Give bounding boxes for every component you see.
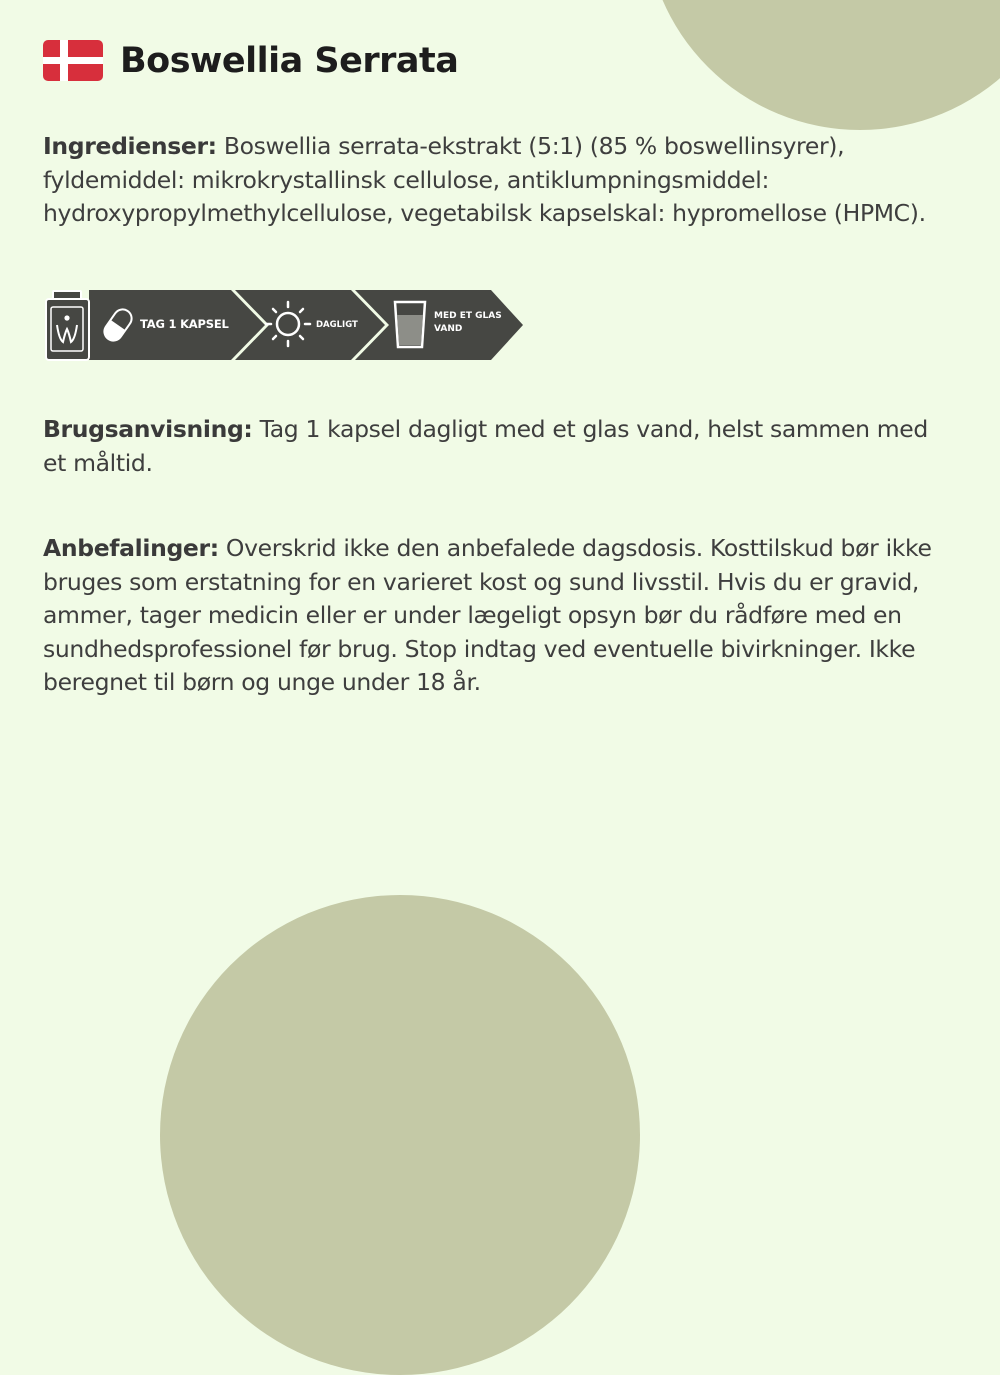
step-capsule-label: TAG 1 KAPSEL bbox=[140, 317, 229, 331]
page-title: Boswellia Serrata bbox=[120, 40, 459, 81]
recommendations-text: Overskrid ikke den anbefalede dagsdosis. Kosttilskud bør ikke bruges som erstatning for en varieret kost og sund livsstil. Hvis du er gravid, ammer, tager medicin eller er under lægeligt opsyn bør du rådføre med en sundhedsprofessionel før brug. Stop indtag ved eventuelle bivirkninger. Ikke beregnet til børn og unge under 18 år. bbox=[43, 534, 932, 696]
usage-section bbox=[43, 413, 943, 480]
step-daily-label: DAGLIGT bbox=[316, 320, 358, 330]
usage-steps-banner bbox=[45, 289, 525, 361]
recommendations-label: Anbefalinger: bbox=[43, 534, 219, 562]
recommendations-section bbox=[43, 532, 943, 700]
usage-label: Brugsanvisning: bbox=[43, 415, 253, 443]
decorative-circle-bottom bbox=[160, 895, 640, 1375]
ingredients-section bbox=[43, 130, 943, 231]
header bbox=[43, 40, 458, 81]
ingredients-text: Boswellia serrata-ekstrakt (5:1) (85 % boswellinsyrer), fyldemiddel: mikrokrystallinsk cellulose, antiklumpningsmiddel: hydroxypropylmethylcellulose, vegetabilsk kapselskal: hypromellose (HPMC). bbox=[43, 132, 926, 227]
denmark-flag-icon bbox=[43, 40, 103, 81]
decorative-circle-top bbox=[645, 0, 1000, 130]
supplement-jar-icon bbox=[46, 291, 89, 360]
ingredients-label: Ingredienser: bbox=[43, 132, 217, 160]
step-water-label: MED ET GLAS VAND bbox=[434, 311, 502, 334]
usage-text: Tag 1 kapsel dagligt med et glas vand, helst sammen med et måltid. bbox=[43, 415, 928, 477]
